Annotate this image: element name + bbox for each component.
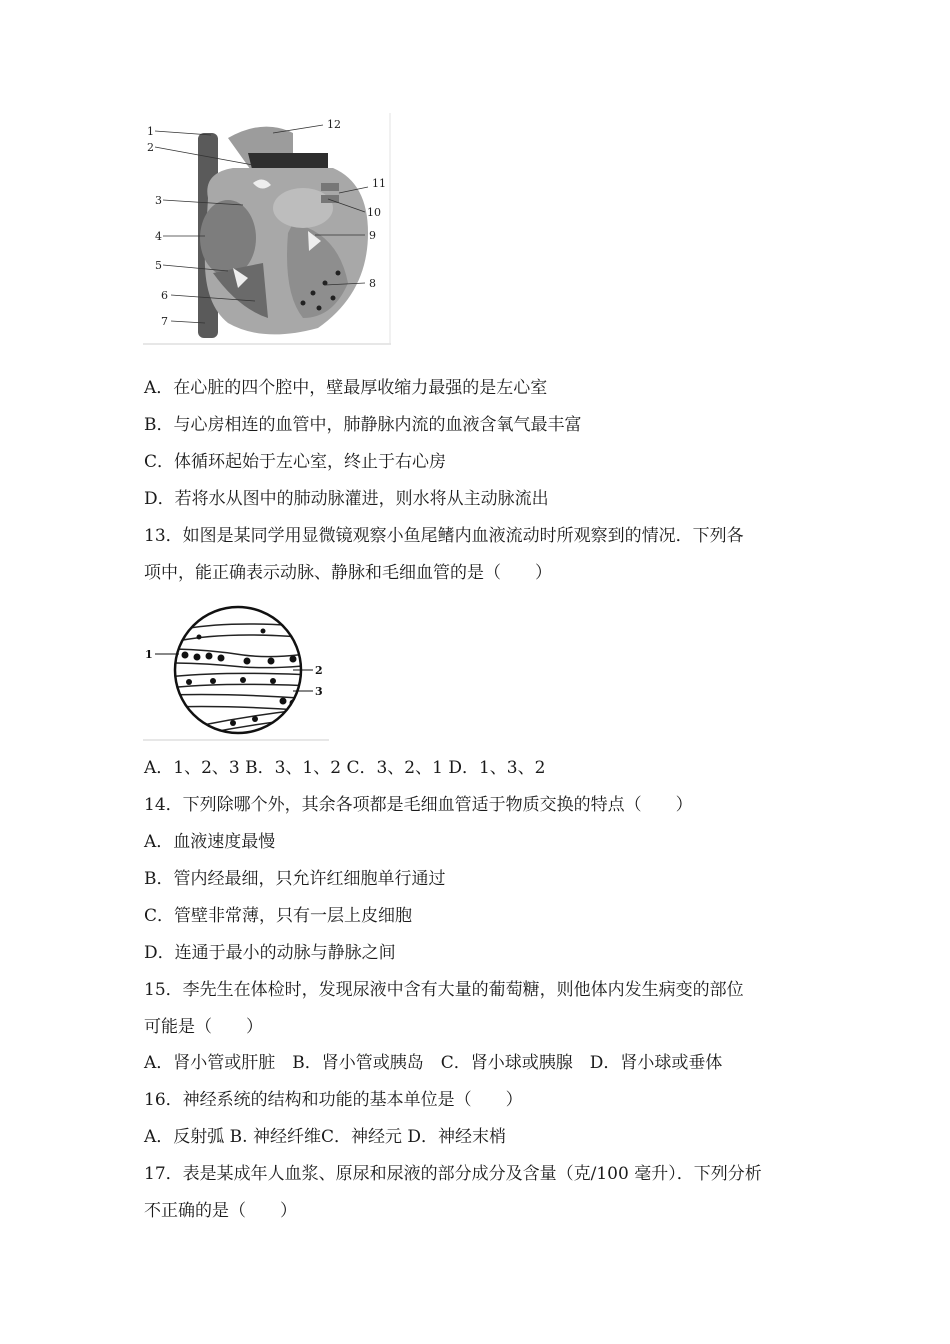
q12-option-d: D．若将水从图中的肺动脉灌进，则水将从主动脉流出 [144,489,549,509]
q16-stem: 16．神经系统的结构和功能的基本单位是（ ） [144,1090,523,1110]
q15-options: A．肾小管或肝脏 B．肾小管或胰岛 C．肾小球或胰腺 D．肾小球或垂体 [144,1053,723,1073]
q14-stem: 14．下列除哪个外，其余各项都是毛细血管适于物质交换的特点（ ） [144,795,693,815]
heart-label-6: 6 [161,289,168,302]
heart-label-10: 10 [367,206,381,219]
q14-option-b: B．管内经最细，只允许红细胞单行通过 [144,869,446,889]
q16-options: A．反射弧 B. 神经纤维C．神经元 D．神经末梢 [144,1127,507,1147]
microscope-label-3: 3 [315,685,323,698]
heart-label-2: 2 [147,141,154,154]
heart-label-5: 5 [155,259,162,272]
heart-label-7: 7 [161,315,168,328]
q15-stem-line-2: 可能是（ ） [144,1017,263,1037]
q12-option-c: C．体循环起始于左心室，终止于右心房 [144,452,447,472]
heart-label-4: 4 [155,230,162,243]
microscope-label-1: 1 [145,648,153,661]
heart-label-12: 12 [327,118,341,131]
q12-option-b: B．与心房相连的血管中，肺静脉内流的血液含氧气最丰富 [144,415,582,435]
heart-label-3: 3 [155,194,162,207]
q13-options: A．1、2、3 B．3、1、2 C．3、2、1 D．1、3、2 [144,758,546,778]
q17-stem-line-2: 不正确的是（ ） [144,1201,297,1221]
q12-option-a: A．在心脏的四个腔中，壁最厚收缩力最强的是左心室 [144,378,548,398]
q14-option-d: D．连通于最小的动脉与静脉之间 [144,943,396,963]
q17-stem-line-1: 17．表是某成年人血浆、原尿和尿液的部分成分及含量（克/100 毫升）．下列分析 [144,1164,762,1184]
q14-option-a: A．血液速度最慢 [144,832,276,852]
microscope-view-diagram [143,597,329,741]
q13-stem-line-2: 项中，能正确表示动脉、静脉和毛细血管的是（ ） [144,563,552,583]
heart-label-8: 8 [369,277,376,290]
microscope-label-2: 2 [315,664,323,677]
q13-stem-line-1: 13．如图是某同学用显微镜观察小鱼尾鳍内血液流动时所观察到的情况．下列各 [144,526,744,546]
heart-diagram [143,113,391,345]
q14-option-c: C．管壁非常薄，只有一层上皮细胞 [144,906,413,926]
q15-stem-line-1: 15．李先生在体检时，发现尿液中含有大量的葡萄糖，则他体内发生病变的部位 [144,980,744,1000]
heart-label-11: 11 [372,177,386,190]
heart-label-9: 9 [369,229,376,242]
heart-label-1: 1 [147,125,154,138]
